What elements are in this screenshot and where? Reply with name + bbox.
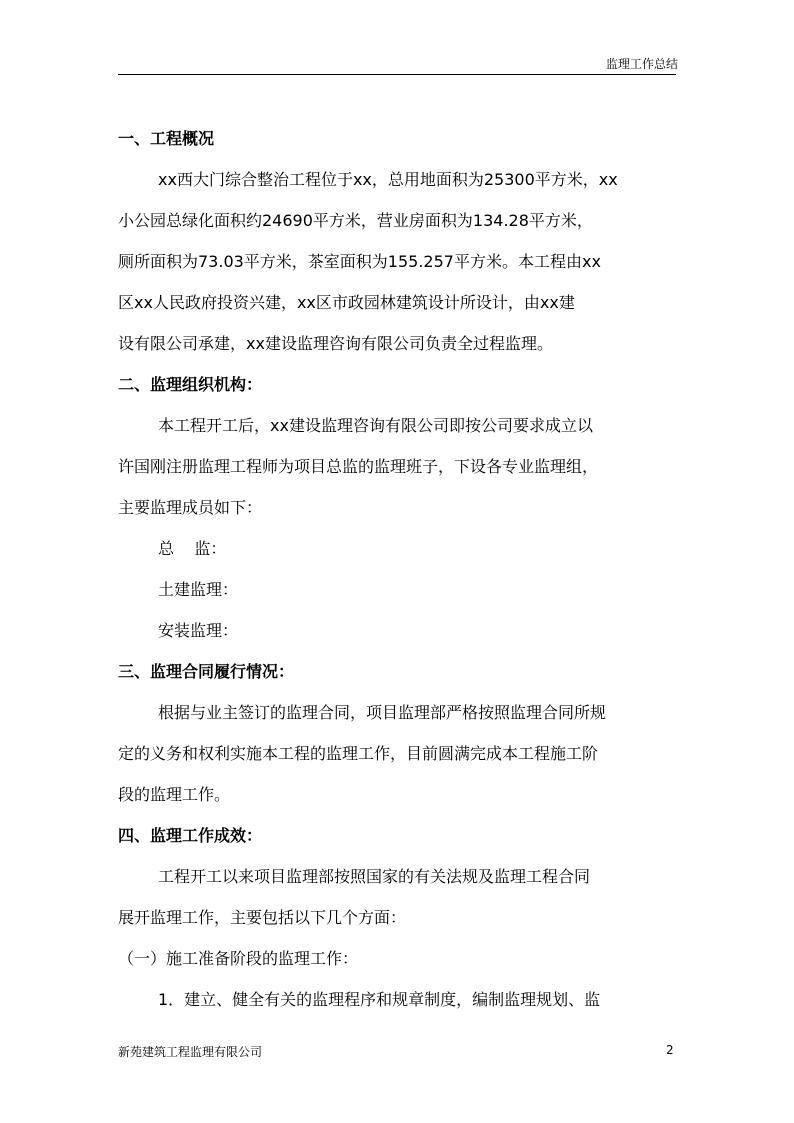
paragraph-line: 区xx人民政府投资兴建，xx区市政园林建筑设计所设计，由xx建 xyxy=(118,293,575,312)
paragraph-line: 段的监理工作。 xyxy=(118,785,231,804)
document-body xyxy=(118,118,676,1020)
paragraph-line: 本工程开工后，xx建设监理咨询有限公司即按公司要求成立以 xyxy=(158,416,593,435)
paragraph-line: 许国刚注册监理工程师为项目总监的监理班子，下设各专业监理组， xyxy=(118,457,599,476)
paragraph-line: xx西大门综合整治工程位于xx，总用地面积为25300平方米，xx xyxy=(158,170,618,189)
header-rule xyxy=(118,74,676,75)
paragraph-line: 设有限公司承建，xx建设监理咨询有限公司负责全过程监理。 xyxy=(118,334,553,353)
footer-company-name: 新苑建筑工程监理有限公司 xyxy=(118,1045,263,1059)
paragraph-line: 小公园总绿化面积约24690平方米，营业房面积为134.28平方米， xyxy=(118,211,593,230)
section-heading-results: 四、监理工作成效： xyxy=(118,826,263,845)
member-installation-supervisor: 安装监理： xyxy=(158,621,239,640)
paragraph-line: 厕所面积为73.03平方米，茶室面积为155.257平方米。本工程由xx xyxy=(118,252,601,271)
paragraph-line: 展开监理工作，主要包括以下几个方面： xyxy=(118,908,407,927)
paragraph-line: 主要监理成员如下： xyxy=(118,498,263,517)
section-heading-overview: 一、工程概况 xyxy=(118,129,215,148)
section-heading-organization: 二、监理组织机构： xyxy=(118,375,263,394)
section-heading-contract: 三、监理合同履行情况： xyxy=(118,662,295,681)
paragraph-line: 根据与业主签订的监理合同，项目监理部严格按照监理合同所规 xyxy=(158,703,607,722)
member-civil-supervisor: 土建监理： xyxy=(158,580,239,599)
member-chief-supervisor: 总 监： xyxy=(158,539,227,558)
running-header-title: 监理工作总结 xyxy=(605,57,678,71)
paragraph-line: 工程开工以来项目监理部按照国家的有关法规及监理工程合同 xyxy=(158,867,591,886)
list-item: 1．建立、健全有关的监理程序和规章制度，编制监理规划、监 xyxy=(158,990,601,1009)
subsection-heading-preparation: （一）施工准备阶段的监理工作： xyxy=(118,949,359,968)
page-number: 2 xyxy=(666,1043,674,1057)
paragraph-line: 定的义务和权利实施本工程的监理工作，目前圆满完成本工程施工阶 xyxy=(118,744,599,763)
